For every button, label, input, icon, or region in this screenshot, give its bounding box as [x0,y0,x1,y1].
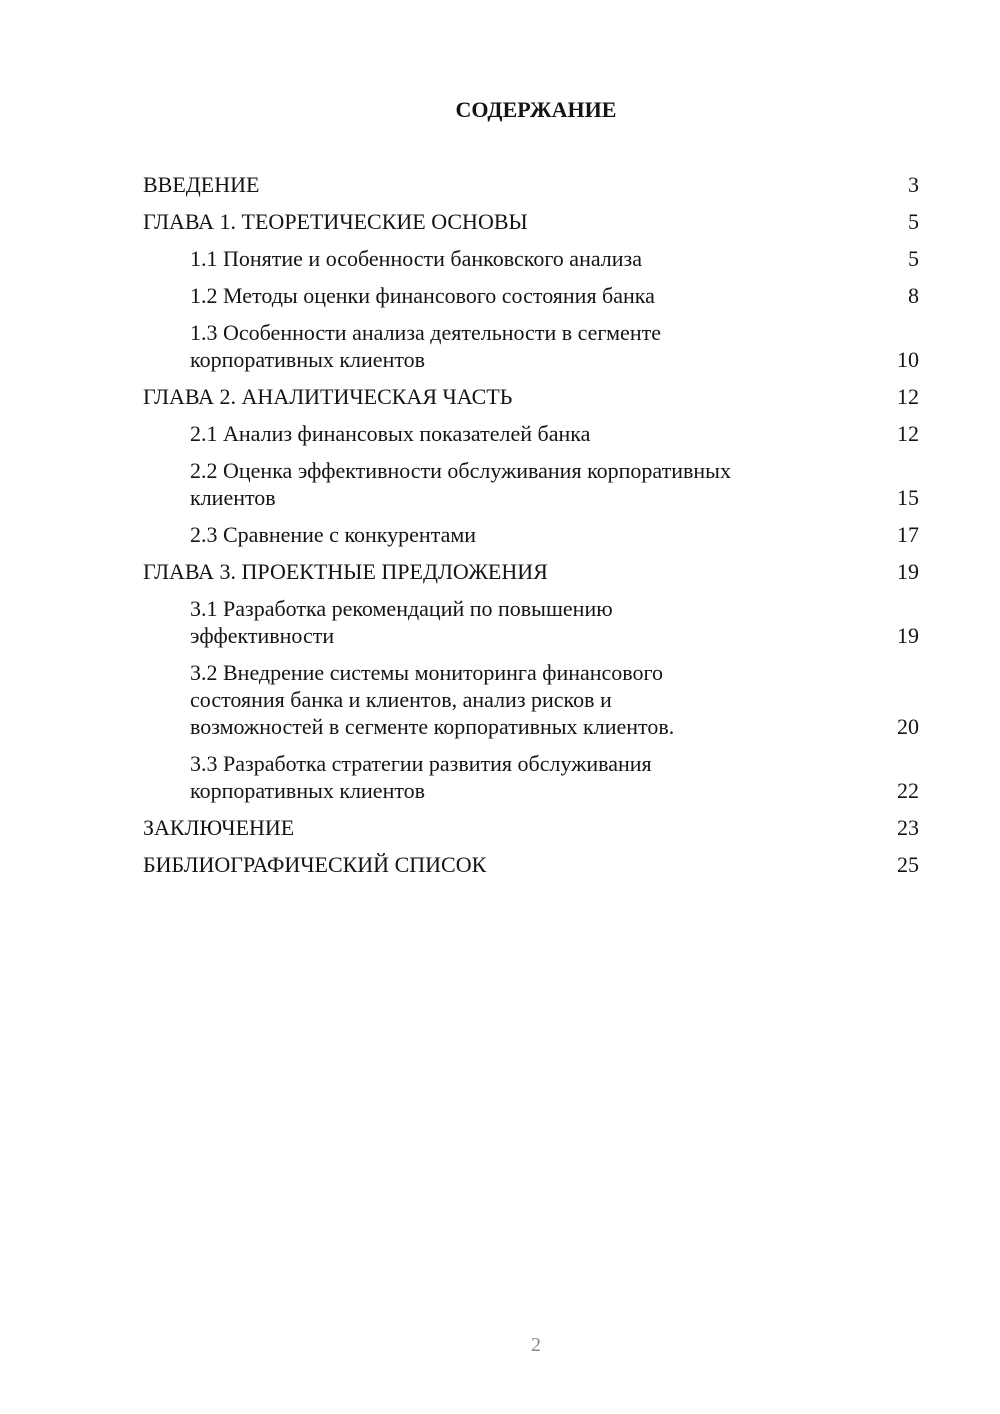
toc-entry-title: ГЛАВА 3. ПРОЕКТНЫЕ ПРЕДЛОЖЕНИЯ [143,559,548,584]
toc-entry-page: 10 [897,347,919,372]
toc-entry-title: 3.1 Разработка рекомендаций по повышению эффективности [190,596,613,648]
toc-entry-title: ГЛАВА 1. ТЕОРЕТИЧЕСКИЕ ОСНОВЫ [143,209,528,234]
toc-entry-page: 23 [897,815,919,840]
toc-entry-page: 20 [897,714,919,739]
toc-chapter-entry[interactable] [143,851,919,878]
toc-entry-title: 1.2 Методы оценки финансового состояния банка [190,283,655,308]
toc-entry-page: 5 [908,246,919,271]
toc-subsection-entry[interactable] [143,521,919,548]
toc-entry-page: 25 [897,852,919,877]
toc-entry-page: 15 [897,485,919,510]
toc-entry-title: ВВЕДЕНИЕ [143,172,260,197]
toc-entry-page: 3 [908,172,919,197]
toc-entry-page: 12 [897,421,919,446]
toc-chapter-entry[interactable] [143,383,919,410]
toc-entry-title: 3.2 Внедрение системы мониторинга финансового состояния банка и клиентов, анализ рисков и возможностей в сегменте корпоративных клиентов. [190,660,675,739]
toc-entry-page: 19 [897,559,919,584]
toc-subsection-entry[interactable] [143,659,919,740]
toc-entry-page: 19 [897,623,919,648]
toc-chapter-entry[interactable] [143,171,919,198]
toc-entry-title: 2.3 Сравнение с конкурентами [190,522,477,547]
toc-entry-page: 12 [897,384,919,409]
toc-entry-title: 1.1 Понятие и особенности банковского анализа [190,246,643,271]
toc-entry-page: 17 [897,522,919,547]
toc-entry-title: 2.1 Анализ финансовых показателей банка [190,421,591,446]
toc-subsection-entry[interactable] [143,420,919,447]
toc-entry-title: 3.3 Разработка стратегии развития обслуживания корпоративных клиентов [190,751,652,803]
toc-entry-title: 2.2 Оценка эффективности обслуживания корпоративных клиентов [190,458,731,510]
toc-subsection-entry[interactable] [143,245,919,272]
toc-entry-page: 5 [908,209,919,234]
toc-chapter-entry[interactable] [143,814,919,841]
toc-subsection-entry[interactable] [143,282,919,309]
toc-entry-page: 8 [908,283,919,308]
toc-subsection-entry[interactable] [143,595,919,649]
toc-subsection-entry[interactable] [143,319,919,373]
table-of-contents [143,161,919,878]
toc-chapter-entry[interactable] [143,208,919,235]
toc-entry-title: ГЛАВА 2. АНАЛИТИЧЕСКАЯ ЧАСТЬ [143,384,513,409]
toc-chapter-entry[interactable] [143,558,919,585]
page-number: 2 [531,1334,541,1356]
page-title: СОДЕРЖАНИЕ [455,97,617,122]
toc-subsection-entry[interactable] [143,750,919,804]
toc-entry-title: ЗАКЛЮЧЕНИЕ [143,815,295,840]
toc-entry-title: 1.3 Особенности анализа деятельности в сегменте корпоративных клиентов [190,320,661,372]
toc-entry-title: БИБЛИОГРАФИЧЕСКИЙ СПИСОК [143,852,487,877]
toc-subsection-entry[interactable] [143,457,919,511]
toc-entry-page: 22 [897,778,919,803]
